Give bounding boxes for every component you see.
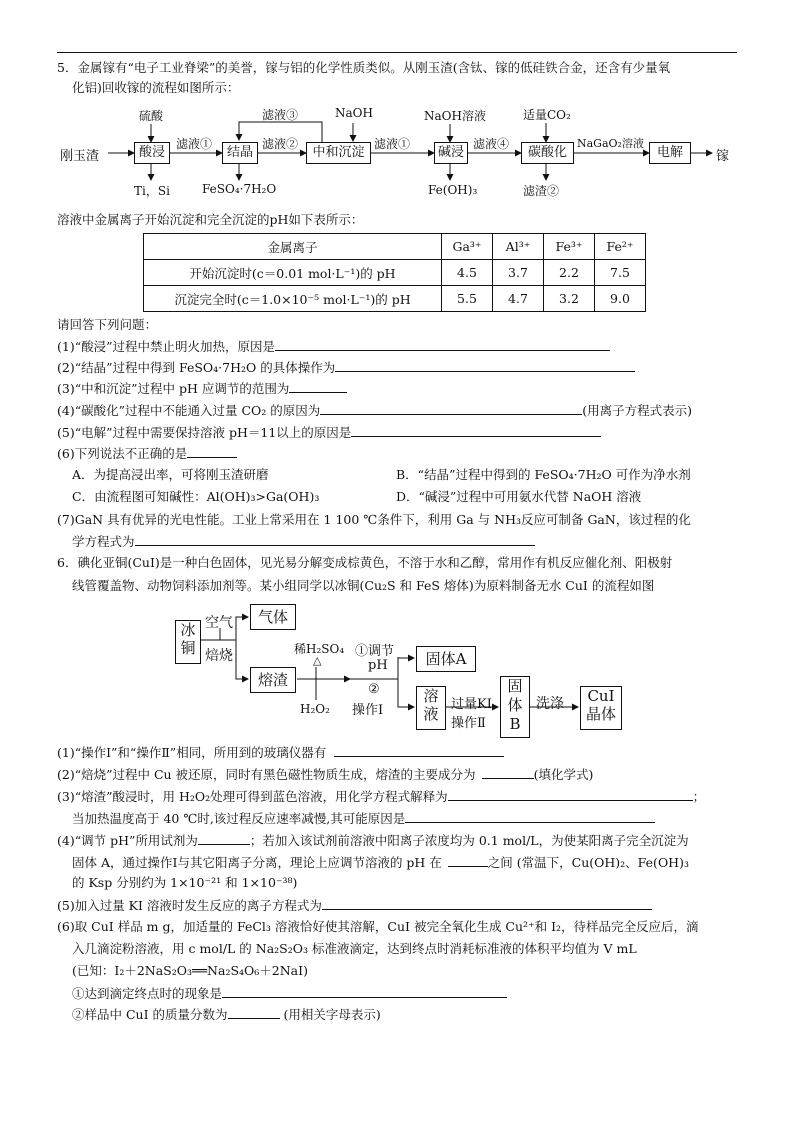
q6-q2-note: (填化学式) xyxy=(533,767,594,782)
flow2-solid-b-1: 固 xyxy=(507,677,523,695)
q5-intro-1: 5．金属镓有“电子工业脊梁”的美誉，镓与铝的化学性质类似。从刚玉渣(含钛、镓的低硅铁合金，还含有少量氧 xyxy=(57,60,671,75)
flow2-adjust-label-1: ①调节 xyxy=(355,644,395,659)
answer-blank[interactable] xyxy=(482,764,534,779)
q6-q6a: (6)取 CuI 样品 m g，加适量的 FeCl₃ 溶液恰好使其溶解，CuI 被完全氧化生成 Cu²⁺和 I₂，待样品完全反应后，滴 xyxy=(57,919,699,934)
q5-q5-text: (5)“电解”过程中需要保持溶液 pH＝11以上的原因是 xyxy=(57,425,352,440)
q6-q6f-text: (用相关字母表示) xyxy=(283,1007,381,1022)
flow-filtrate4-label: 滤液④ xyxy=(473,137,510,151)
table-cell: 3.7 xyxy=(493,260,544,286)
flow2-ki-label: 过量KI xyxy=(451,697,492,712)
q6-q3-text: (3)“熔渣”酸浸时，用 H₂O₂处理可得到蓝色溶液，用化学方程式解释为 xyxy=(57,789,448,804)
q6-q3c xyxy=(72,808,655,828)
q6-q4c xyxy=(72,852,689,872)
flow-box-neutralize: 中和沉淀 xyxy=(306,142,371,164)
q6-q3 xyxy=(57,786,705,806)
table-header-cell: Fe³⁺ xyxy=(544,234,595,260)
q6-intro-2: 线管覆盖物、动物饲料添加剂等。某小组同学以冰铜(Cu₂S 和 FeS 熔体)为原料制备无水 CuI 的流程如图 xyxy=(72,578,655,593)
flow-box-acid-leach: 酸浸 xyxy=(134,142,170,164)
q6-q1-text: (1)“操作Ⅰ”和“操作Ⅱ”相同，所用到的玻璃仪器有 xyxy=(57,745,327,760)
flow2-air-label: 空气 xyxy=(205,615,233,631)
answer-blank[interactable] xyxy=(448,786,693,801)
flow-filtrate1-label: 滤液① xyxy=(176,137,213,151)
q6-q4 xyxy=(57,830,689,850)
flow2-solution-1: 溶 xyxy=(423,687,439,705)
flow2-ice-copper-2: 铜 xyxy=(180,639,196,657)
q6-intro-1: 6．碘化亚铜(CuI)是一种白色固体，见光易分解变成棕黄色，不溶于水和乙醇，常用作有机反应催化剂、阳极射 xyxy=(57,555,673,570)
q5-q7b-text: 学方程式为 xyxy=(72,534,135,549)
q6-q6d-text: ①达到滴定终点时的现象是 xyxy=(72,986,223,1001)
table-cell: 5.5 xyxy=(442,286,493,312)
q6-q6e xyxy=(72,1004,381,1024)
table-cell: 4.7 xyxy=(493,286,544,312)
table-header-cell: Fe²⁺ xyxy=(595,234,646,260)
flow-product-label: 镓 xyxy=(716,149,730,164)
answer-blank[interactable] xyxy=(228,1004,280,1019)
flow-residue2-label: 滤渣② xyxy=(523,184,560,198)
flow-filtrate3-label: 滤液③ xyxy=(262,108,299,122)
flow-feoh3-label: Fe(OH)₃ xyxy=(428,183,478,197)
flow2-solid-b-2: 体 xyxy=(507,696,523,714)
flow2-solution-2: 液 xyxy=(423,705,439,723)
table-header-cell: Al³⁺ xyxy=(493,234,544,260)
answer-blank[interactable] xyxy=(448,852,488,867)
q6-q2 xyxy=(57,764,593,784)
flow-box-alkali-leach: 碱浸 xyxy=(434,142,468,164)
answer-blank[interactable] xyxy=(222,983,507,998)
flow-acid-label: 硫酸 xyxy=(139,109,164,123)
q5-table-intro: 溶液中金属离子开始沉淀和完全沉淀的pH如下表所示： xyxy=(57,212,364,227)
flow2-box-slag: 熔渣 xyxy=(250,667,296,693)
flow2-box-solution xyxy=(416,686,446,730)
flow-nagao2-label: NaGaO₂溶液 xyxy=(577,137,644,150)
flow2-ice-copper-1: 冰 xyxy=(180,621,196,639)
flow-box-electrolysis: 电解 xyxy=(649,142,691,164)
flow-feso4-label: FeSO₄·7H₂O xyxy=(202,182,277,196)
table-cell: 3.2 xyxy=(544,286,595,312)
flow-filtrate1b-label: 滤液① xyxy=(374,137,411,151)
q6-q4-text-2: ；若加入该试剂前溶液中阳离子浓度均为 0.1 mol/L，为使某阳离子完全沉淀为 xyxy=(249,833,689,848)
answer-blank[interactable] xyxy=(334,742,504,757)
q6-q3-semicolon: ； xyxy=(692,789,706,804)
flow-filtrate2-label: 滤液② xyxy=(262,137,299,151)
flow2-box-cui xyxy=(580,686,622,730)
q5-intro-2: 化铝)回收镓的流程如图所示： xyxy=(72,80,240,95)
flow-start-label: 刚玉渣 xyxy=(60,149,100,164)
flow2-heat-label: △ xyxy=(313,654,322,667)
q5-q3-text: (3)“中和沉淀”过程中 pH 应调节的范围为 xyxy=(57,381,290,396)
flow2-box-gas: 气体 xyxy=(250,604,296,630)
flow-residue-ti-label: Ti，Si xyxy=(134,184,170,198)
flow2-acid-label: 稀H₂SO₄ xyxy=(294,642,345,656)
q6-q6d xyxy=(72,983,507,1003)
flow-co2-label: 适量CO₂ xyxy=(523,108,571,122)
flow-naoh-solution-label: NaOH溶液 xyxy=(424,109,486,123)
answer-blank[interactable] xyxy=(322,895,652,910)
flow2-cui-2: 晶体 xyxy=(585,705,616,723)
flow2-box-solid-b xyxy=(500,676,530,738)
q6-q4c-text: 固体 A，通过操作Ⅰ与其它阳离子分离，理论上应调节溶液的 pH 在 xyxy=(72,855,442,870)
flow2-solid-b-3: B xyxy=(509,715,521,733)
flow2-adjust-label-3: ② xyxy=(368,682,380,697)
q6-q6e-text: ②样品中 CuI 的质量分数为 xyxy=(72,1007,228,1022)
q5-q1-text: (1)“酸浸”过程中禁止明火加热，原因是 xyxy=(57,339,275,354)
flow2-box-solid-a: 固体A xyxy=(416,646,476,672)
q5-option-c: C．由流程图可知碱性：Al(OH)₃>Ga(OH)₃ xyxy=(72,489,320,504)
q5-option-b: B．“结晶”过程中得到的 FeSO₄·7H₂O 可作为净水剂 xyxy=(396,467,691,482)
q5-q2-text: (2)“结晶”过程中得到 FeSO₄·7H₂O 的具体操作为 xyxy=(57,360,336,375)
table-cell: 2.2 xyxy=(544,260,595,286)
flow-box-carbonate: 碳酸化 xyxy=(521,142,574,164)
q6-q6c: (已知：I₂＋2NaS₂O₃══Na₂S₄O₆＋2NaI) xyxy=(72,963,308,978)
table-cell: 开始沉淀时(c＝0.01 mol·L⁻¹)的 pH xyxy=(144,260,442,286)
q6-q2-text: (2)“焙烧”过程中 Cu 被还原，同时有黑色磁性物质生成，熔渣的主要成分为 xyxy=(57,767,476,782)
answer-blank[interactable] xyxy=(198,830,250,845)
answer-blank[interactable] xyxy=(405,808,655,823)
q5-option-d: D．“碱浸”过程中可用氨水代替 NaOH 溶液 xyxy=(396,489,642,504)
flow2-op2-label: 操作Ⅱ xyxy=(451,716,486,731)
q5-q7a: (7)GaN 具有优异的光电性能。工业上常采用在 1 100 ℃条件下，利用 Ga 与 NH₃反应可制备 GaN，该过程的化 xyxy=(57,512,691,527)
table-header-cell: 金属离子 xyxy=(144,234,442,260)
flow2-roast-label: 焙烧 xyxy=(205,648,233,664)
table-cell: 7.5 xyxy=(595,260,646,286)
q5-q6-text: (6)下列说法不正确的是 xyxy=(57,446,188,461)
flow2-adjust-label-4: 操作Ⅰ xyxy=(352,703,384,718)
q5-answer-prompt: 请回答下列问题： xyxy=(57,317,158,332)
q6-q4-text: (4)“调节 pH”所用试剂为 xyxy=(57,833,198,848)
q5-q4-text: (4)“碳酸化”过程中不能通入过量 CO₂ 的原因为 xyxy=(57,403,321,418)
flow2-h2o2-label: H₂O₂ xyxy=(300,702,330,716)
q5-option-a: A．为提高浸出率，可将刚玉渣研磨 xyxy=(72,467,269,482)
table-cell: 9.0 xyxy=(595,286,646,312)
q6-q6b: 入几滴淀粉溶液，用 c mol/L 的 Na₂S₂O₃ 标准液滴定，达到终点时消耗标准液的体积平均值为 V mL xyxy=(72,941,637,956)
q6-q4e: 的 Ksp 分别约为 1×10⁻²¹ 和 1×10⁻³⁸) xyxy=(72,875,298,890)
flow2-box-ice-copper xyxy=(175,620,201,664)
flow2-adjust-label-2: pH xyxy=(368,658,388,673)
q6-q5 xyxy=(57,895,652,915)
table-header-cell: Ga³⁺ xyxy=(442,234,493,260)
table-cell: 4.5 xyxy=(442,260,493,286)
table-cell: 沉淀完全时(c＝1.0×10⁻⁵ mol·L⁻¹)的 pH xyxy=(144,286,442,312)
flow-box-crystallize: 结晶 xyxy=(222,142,258,164)
flow-naoh-label: NaOH xyxy=(335,106,373,120)
q5-q4-note: (用离子方程式表示) xyxy=(582,403,693,418)
q6-q5-text: (5)加入过量 KI 溶液时发生反应的离子方程式为 xyxy=(57,898,322,913)
q6-q4d-text: 之间 (常温下，Cu(OH)₂、Fe(OH)₃ xyxy=(487,855,689,870)
q6-q3c-text: 当加热温度高于 40 ℃时,该过程反应速率减慢,其可能原因是 xyxy=(72,811,406,826)
flow2-wash-label: 洗涤 xyxy=(536,696,564,712)
flow2-cui-1: CuI xyxy=(587,687,615,705)
q6-q1 xyxy=(57,742,504,762)
